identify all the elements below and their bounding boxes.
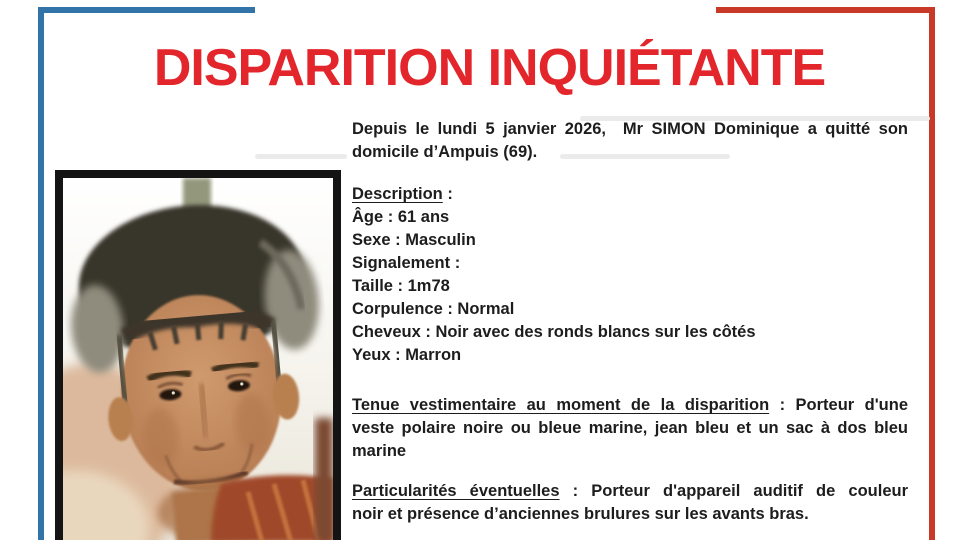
particulars-line: noir et présence d’anciennes brulures sur les avants bras. xyxy=(352,505,809,523)
particulars-section xyxy=(352,480,908,526)
description-eyes: Yeux : Marron xyxy=(352,346,462,364)
description-age: Âge : 61 ans xyxy=(352,208,450,226)
description-hair: Cheveux : Noir avec des ronds blancs sur les côtés xyxy=(352,323,756,341)
frame-blue-top-line xyxy=(38,7,255,13)
particulars-line: Particularités éventuelles : Porteur d'appareil auditif de couleur xyxy=(352,482,908,500)
clothing-line: marine xyxy=(352,442,407,460)
description-height: Taille : 1m78 xyxy=(352,277,450,295)
description-sex: Sexe : Masculin xyxy=(352,231,476,249)
intro-line: domicile d’Ampuis (69). xyxy=(352,143,538,161)
intro-line: Depuis le lundi 5 janvier 2026, Mr SIMON Dominique a quitté son xyxy=(352,120,908,138)
description-signalement: Signalement : xyxy=(352,254,461,272)
description-build: Corpulence : Normal xyxy=(352,300,515,318)
description-section xyxy=(352,183,908,367)
poster-title: DISPARITION INQUIÉTANTE xyxy=(153,39,826,97)
poster-header xyxy=(44,38,935,98)
portrait-illustration xyxy=(63,178,333,540)
missing-person-photo xyxy=(55,170,341,540)
intro-paragraph xyxy=(352,118,908,164)
frame-red-top-line xyxy=(716,7,935,13)
info-column xyxy=(352,118,908,526)
clothing-line: Tenue vestimentaire au moment de la disparition : Porteur d'une xyxy=(352,396,908,414)
description-heading: Description : xyxy=(352,185,453,203)
clothing-line: veste polaire noire ou bleue marine, jean bleu et un sac à dos bleu xyxy=(352,419,908,437)
clothing-section xyxy=(352,394,908,463)
watermark-artifact xyxy=(255,154,347,159)
